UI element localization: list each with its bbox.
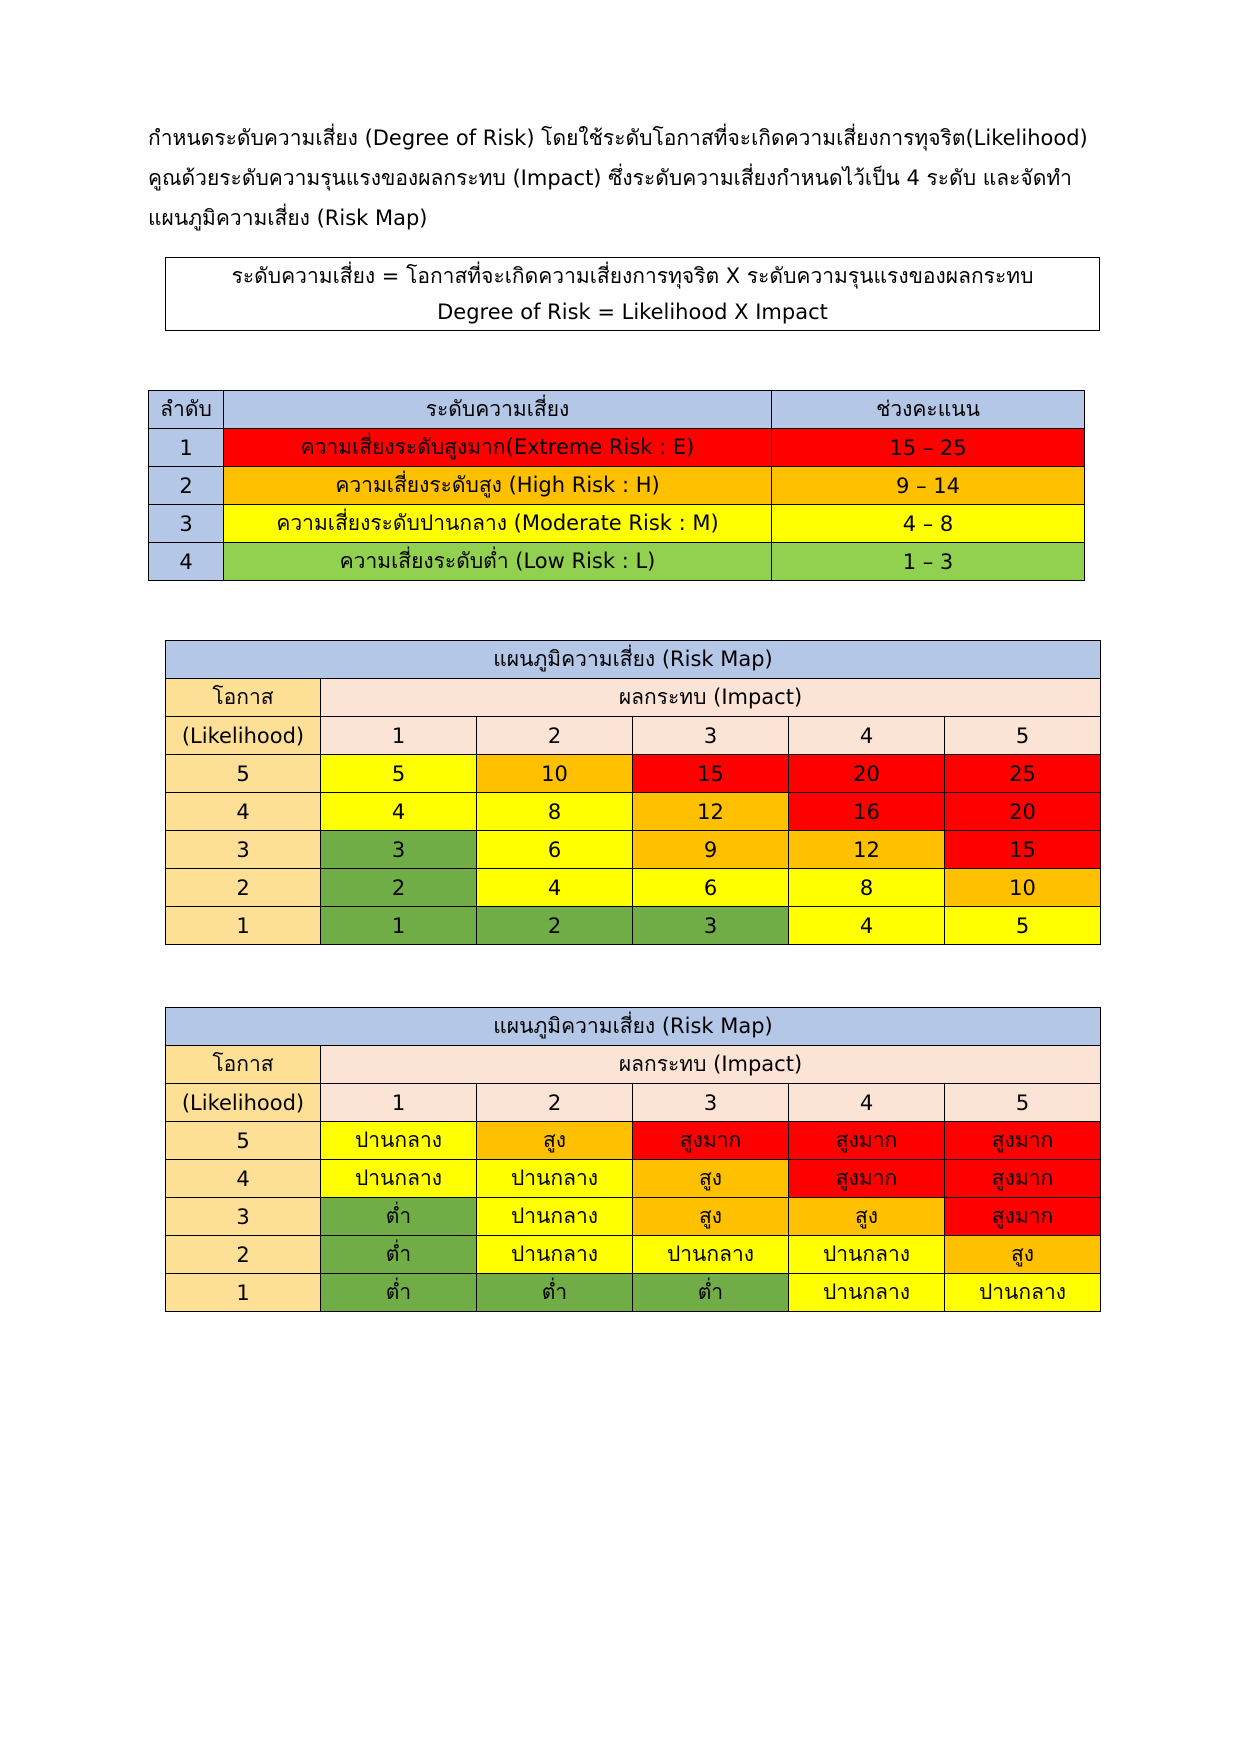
risk-map-title-row — [166, 1008, 1101, 1046]
risk-map-cell: 10 — [477, 755, 633, 793]
risk-map-cell: 5 — [321, 755, 477, 793]
header-order: ลำดับ — [149, 391, 224, 429]
risk-map-cell: สูง — [477, 1122, 633, 1160]
risk-map-row — [166, 1274, 1101, 1312]
risk-map-cell: ปานกลาง — [321, 1122, 477, 1160]
likelihood-value: 3 — [166, 1198, 321, 1236]
impact-value: 3 — [633, 1084, 789, 1122]
risk-map-cell: 8 — [477, 793, 633, 831]
likelihood-label-english: (Likelihood) — [166, 717, 321, 755]
risk-map-cell: ต่ำ — [321, 1274, 477, 1312]
risk-levels-table — [148, 390, 1085, 581]
risk-map-row — [166, 755, 1101, 793]
risk-map-title: แผนภูมิความเสี่ยง (Risk Map) — [166, 1008, 1101, 1046]
impact-label: ผลกระทบ (Impact) — [321, 1046, 1101, 1084]
impact-value: 5 — [945, 717, 1101, 755]
risk-map-cell: 16 — [789, 793, 945, 831]
risk-map-cell: 6 — [477, 831, 633, 869]
risk-map-cell: สูงมาก — [945, 1198, 1101, 1236]
risk-map-row — [166, 907, 1101, 945]
likelihood-value: 3 — [166, 831, 321, 869]
likelihood-value: 4 — [166, 793, 321, 831]
risk-map-scores-table — [165, 640, 1101, 945]
risk-map-cell: ปานกลาง — [945, 1274, 1101, 1312]
table-row — [149, 505, 1085, 543]
risk-map-row — [166, 793, 1101, 831]
risk-map-cell: ปานกลาง — [477, 1160, 633, 1198]
risk-map-row — [166, 1236, 1101, 1274]
risk-map-cell: ปานกลาง — [789, 1236, 945, 1274]
formula-thai: ระดับความเสี่ยง = โอกาสที่จะเกิดความเสี่ยงการทุจริต X ระดับความรุนแรงของผลกระทบ — [231, 264, 1034, 288]
header-risk-level: ระดับความเสี่ยง — [224, 391, 772, 429]
impact-values-row — [166, 1084, 1101, 1122]
risk-map-cell: สูง — [633, 1198, 789, 1236]
likelihood-value: 5 — [166, 755, 321, 793]
risk-map-cell: 2 — [321, 869, 477, 907]
risk-map-cell: สูงมาก — [945, 1122, 1101, 1160]
risk-map-cell: ปานกลาง — [477, 1198, 633, 1236]
row-number: 2 — [149, 467, 224, 505]
impact-value: 2 — [477, 717, 633, 755]
risk-map-cell: 5 — [945, 907, 1101, 945]
likelihood-label: โอกาส — [166, 679, 321, 717]
risk-map-cell: 12 — [633, 793, 789, 831]
likelihood-value: 4 — [166, 1160, 321, 1198]
intro-line-1: กำหนดระดับความเสี่ยง (Degree of Risk) โดยใช้ระดับโอกาสที่จะเกิดความเสี่ยงการทุจริต(Likelihood) — [148, 126, 1088, 150]
risk-map-cell: 4 — [789, 907, 945, 945]
score-range: 1 – 3 — [772, 543, 1085, 581]
risk-map-cell: ปานกลาง — [789, 1274, 945, 1312]
intro-paragraph — [148, 118, 1108, 238]
impact-value: 4 — [789, 717, 945, 755]
row-number: 4 — [149, 543, 224, 581]
risk-map-cell: ต่ำ — [477, 1274, 633, 1312]
risk-map-cell: 10 — [945, 869, 1101, 907]
risk-map-cell: ต่ำ — [633, 1274, 789, 1312]
likelihood-value: 2 — [166, 869, 321, 907]
likelihood-value: 2 — [166, 1236, 321, 1274]
header-score-range: ช่วงคะแนน — [772, 391, 1085, 429]
risk-map-cell: ปานกลาง — [321, 1160, 477, 1198]
risk-map-cell: 12 — [789, 831, 945, 869]
risk-map-cell: 15 — [633, 755, 789, 793]
row-number: 3 — [149, 505, 224, 543]
risk-level-name: ความเสี่ยงระดับปานกลาง (Moderate Risk : M) — [224, 505, 772, 543]
impact-value: 4 — [789, 1084, 945, 1122]
risk-map-cell: 15 — [945, 831, 1101, 869]
likelihood-label-english: (Likelihood) — [166, 1084, 321, 1122]
risk-map-cell: 3 — [633, 907, 789, 945]
risk-map-cell: 2 — [477, 907, 633, 945]
impact-label-row — [166, 1046, 1101, 1084]
impact-value: 2 — [477, 1084, 633, 1122]
risk-map-cell: ปานกลาง — [477, 1236, 633, 1274]
risk-map-cell: 1 — [321, 907, 477, 945]
impact-values-row — [166, 717, 1101, 755]
formula-english: Degree of Risk = Likelihood X Impact — [437, 300, 828, 324]
impact-value: 5 — [945, 1084, 1101, 1122]
risk-map-cell: 4 — [477, 869, 633, 907]
intro-line-2: คูณด้วยระดับความรุนแรงของผลกระทบ (Impact) ซึ่งระดับความเสี่ยงกำหนดไว้เป็น 4 ระดับ และจัดทำ — [148, 166, 1072, 190]
risk-map-cell: 6 — [633, 869, 789, 907]
risk-map-row — [166, 1122, 1101, 1160]
risk-map-row — [166, 1198, 1101, 1236]
risk-map-cell: ต่ำ — [321, 1198, 477, 1236]
risk-map-cell: 8 — [789, 869, 945, 907]
table-row — [149, 543, 1085, 581]
risk-map-cell: สูง — [633, 1160, 789, 1198]
row-number: 1 — [149, 429, 224, 467]
table-row — [149, 467, 1085, 505]
risk-level-name: ความเสี่ยงระดับต่ำ (Low Risk : L) — [224, 543, 772, 581]
risk-map-levels-table — [165, 1007, 1101, 1312]
risk-map-cell: สูงมาก — [633, 1122, 789, 1160]
score-range: 4 – 8 — [772, 505, 1085, 543]
risk-map-cell: สูงมาก — [789, 1160, 945, 1198]
risk-map-title-row — [166, 641, 1101, 679]
risk-map-cell: 3 — [321, 831, 477, 869]
impact-label: ผลกระทบ (Impact) — [321, 679, 1101, 717]
risk-map-cell: ต่ำ — [321, 1236, 477, 1274]
risk-map-cell: 20 — [945, 793, 1101, 831]
table-header-row — [149, 391, 1085, 429]
table-row — [149, 429, 1085, 467]
impact-label-row — [166, 679, 1101, 717]
risk-map-cell: 25 — [945, 755, 1101, 793]
impact-value: 1 — [321, 717, 477, 755]
intro-line-3: แผนภูมิความเสี่ยง (Risk Map) — [148, 206, 428, 230]
risk-level-name: ความเสี่ยงระดับสูง (High Risk : H) — [224, 467, 772, 505]
risk-map-row — [166, 1160, 1101, 1198]
score-range: 9 – 14 — [772, 467, 1085, 505]
likelihood-value: 5 — [166, 1122, 321, 1160]
risk-map-row — [166, 869, 1101, 907]
score-range: 15 – 25 — [772, 429, 1085, 467]
likelihood-label: โอกาส — [166, 1046, 321, 1084]
risk-map-cell: สูงมาก — [945, 1160, 1101, 1198]
risk-map-cell: 20 — [789, 755, 945, 793]
likelihood-value: 1 — [166, 907, 321, 945]
impact-value: 3 — [633, 717, 789, 755]
risk-map-row — [166, 831, 1101, 869]
risk-map-cell: ปานกลาง — [633, 1236, 789, 1274]
formula-box — [165, 257, 1100, 331]
risk-map-cell: 4 — [321, 793, 477, 831]
likelihood-value: 1 — [166, 1274, 321, 1312]
risk-map-cell: สูง — [945, 1236, 1101, 1274]
impact-value: 1 — [321, 1084, 477, 1122]
risk-map-title: แผนภูมิความเสี่ยง (Risk Map) — [166, 641, 1101, 679]
risk-map-cell: 9 — [633, 831, 789, 869]
risk-map-cell: สูงมาก — [789, 1122, 945, 1160]
risk-level-name: ความเสี่ยงระดับสูงมาก(Extreme Risk : E) — [224, 429, 772, 467]
risk-map-cell: สูง — [789, 1198, 945, 1236]
